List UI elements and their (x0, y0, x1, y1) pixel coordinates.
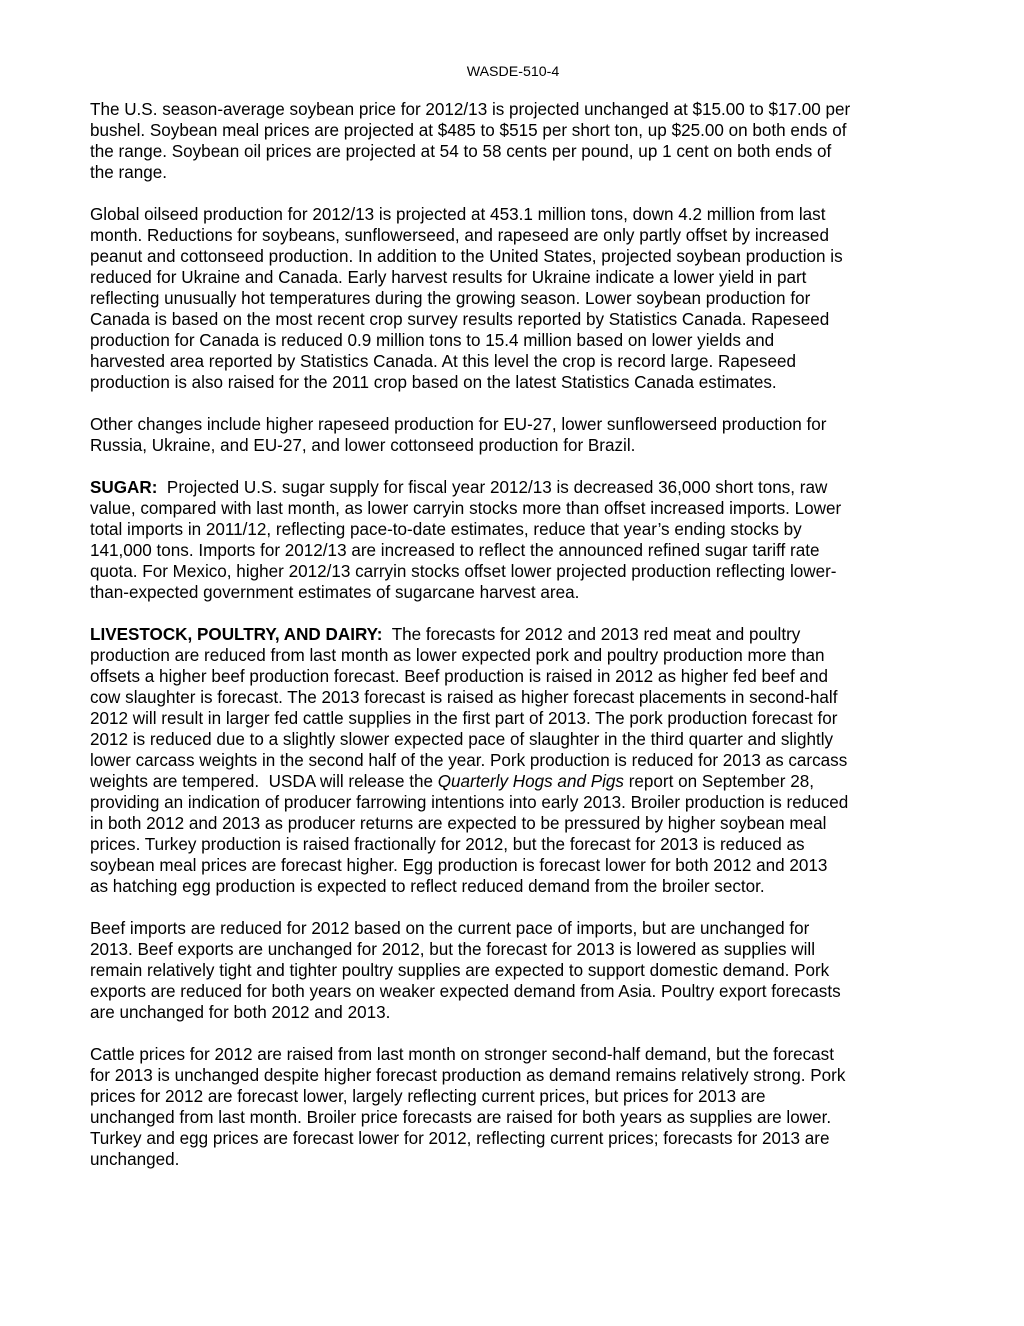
paragraph-beef-trade (90, 918, 936, 1023)
text-line: 141,000 tons. Imports for 2012/13 are increased to reflect the announced refined sugar tariff rate (90, 541, 820, 560)
text-line: 2013. Beef exports are unchanged for 2012, but the forecast for 2013 is lowered as supplies will (90, 940, 816, 959)
text-line: harvested area reported by Statistics Canada. At this level the crop is record large. Rapeseed (90, 352, 796, 371)
section-label-livestock: LIVESTOCK, POULTRY, AND DAIRY: (90, 625, 383, 644)
text-line: exports are reduced for both years on weaker expected demand from Asia. Poultry export forecasts (90, 982, 841, 1001)
section-label-sugar: SUGAR: (90, 478, 158, 497)
text-line: soybean meal prices are forecast higher. Egg production is forecast lower for both 2012 and 2013 (90, 856, 828, 875)
text-line: 2012 is reduced due to a slightly slower expected pace of slaughter in the third quarter and slightly (90, 730, 834, 749)
text-line: Turkey and egg prices are forecast lower for 2012, reflecting current prices; forecasts for 2013 are (90, 1129, 830, 1148)
text-line: in both 2012 and 2013 as producer returns are expected to be pressured by higher soybean meal (90, 814, 827, 833)
text-line: reflecting unusually hot temperatures during the growing season. Lower soybean production for (90, 289, 811, 308)
text-line: remain relatively tight and tighter poultry supplies are expected to support domestic demand. Pork (90, 961, 830, 980)
text-line: as hatching egg production is expected to reflect reduced demand from the broiler sector. (90, 877, 765, 896)
document-body (90, 99, 936, 1191)
text-line: total imports in 2011/12, reflecting pace-to-date estimates, reduce that year’s ending stocks by (90, 520, 802, 539)
text-line: unchanged. (90, 1150, 180, 1169)
text-line (90, 477, 936, 498)
text-line: month. Reductions for soybeans, sunflowerseed, and rapeseed are only partly offset by increased (90, 226, 829, 245)
text-line: production is also raised for the 2011 crop based on the latest Statistics Canada estimates. (90, 373, 777, 392)
text-line: Beef imports are reduced for 2012 based on the current pace of imports, but are unchanged for (90, 919, 810, 938)
page-header: WASDE-510-4 (466, 64, 560, 80)
text-line: for 2013 is unchanged despite higher forecast production as demand remains relatively strong. Pork (90, 1066, 846, 1085)
text-line: peanut and cottonseed production. In addition to the United States, projected soybean production is (90, 247, 843, 266)
text-line: Other changes include higher rapeseed production for EU-27, lower sunflowerseed production for (90, 415, 827, 434)
text-run: report on September 28, (623, 772, 815, 791)
text-line: prices. Turkey production is raised fractionally for 2012, but the forecast for 2013 is reduced as (90, 835, 805, 854)
text-line: are unchanged for both 2012 and 2013. (90, 1003, 391, 1022)
text-line (90, 771, 936, 792)
text-line: reduced for Ukraine and Canada. Early harvest results for Ukraine indicate a lower yield in part (90, 268, 807, 287)
text-line: 2012 will result in larger fed cattle supplies in the first part of 2013. The pork production forecast for (90, 709, 838, 728)
text-line: the range. (90, 163, 167, 182)
text-line: production are reduced from last month as lower expected pork and poultry production more than (90, 646, 825, 665)
text-line: unchanged from last month. Broiler price forecasts are raised for both years as supplies are lower. (90, 1108, 832, 1127)
text-line: the range. Soybean oil prices are projected at 54 to 58 cents per pound, up 1 cent on both ends of (90, 142, 832, 161)
report-title-quarterly-hogs-and-pigs: Quarterly Hogs and Pigs (437, 772, 624, 791)
text-line: Cattle prices for 2012 are raised from last month on stronger second-half demand, but the forecast (90, 1045, 834, 1064)
paragraph-soybean-prices (90, 99, 936, 183)
text-line: bushel. Soybean meal prices are projected at $485 to $515 per short ton, up $25.00 on both ends of (90, 121, 847, 140)
text-line (90, 624, 936, 645)
paragraph-global-oilseed (90, 204, 936, 393)
text-line: quota. For Mexico, higher 2012/13 carryin stocks offset lower projected production reflecting lower- (90, 562, 837, 581)
text-line: Russia, Ukraine, and EU-27, and lower cottonseed production for Brazil. (90, 436, 636, 455)
paragraph-sugar (90, 477, 936, 603)
paragraph-other-changes (90, 414, 936, 456)
text-line: lower carcass weights in the second half of the year. Pork production is reduced for 2013 as carcass (90, 751, 848, 770)
text-line: The U.S. season-average soybean price for 2012/13 is projected unchanged at $15.00 to $17.00 per (90, 100, 851, 119)
text-line: providing an indication of producer farrowing intentions into early 2013. Broiler production is reduced (90, 793, 849, 812)
text-line: offsets a higher beef production forecast. Beef production is raised in 2012 as higher fed beef and (90, 667, 829, 686)
text-line: than-expected government estimates of sugarcane harvest area. (90, 583, 580, 602)
text-run: Projected U.S. sugar supply for fiscal year 2012/13 is decreased 36,000 short tons, raw (157, 478, 828, 497)
text-line: value, compared with last month, as lower carryin stocks more than offset increased imports. Lower (90, 499, 842, 518)
text-line: Canada is based on the most recent crop survey results reported by Statistics Canada. Rapeseed (90, 310, 830, 329)
text-run: The forecasts for 2012 and 2013 red meat and poultry (382, 625, 801, 644)
paragraph-livestock (90, 624, 936, 897)
paragraph-cattle-prices (90, 1044, 936, 1170)
text-run: weights are tempered. USDA will release the (90, 772, 438, 791)
text-line: Global oilseed production for 2012/13 is projected at 453.1 million tons, down 4.2 million from last (90, 205, 826, 224)
text-line: production for Canada is reduced 0.9 million tons to 15.4 million based on lower yields and (90, 331, 775, 350)
text-line: cow slaughter is forecast. The 2013 forecast is raised as higher forecast placements in second-half (90, 688, 838, 707)
text-line: prices for 2012 are forecast lower, largely reflecting current prices, but prices for 2013 are (90, 1087, 766, 1106)
